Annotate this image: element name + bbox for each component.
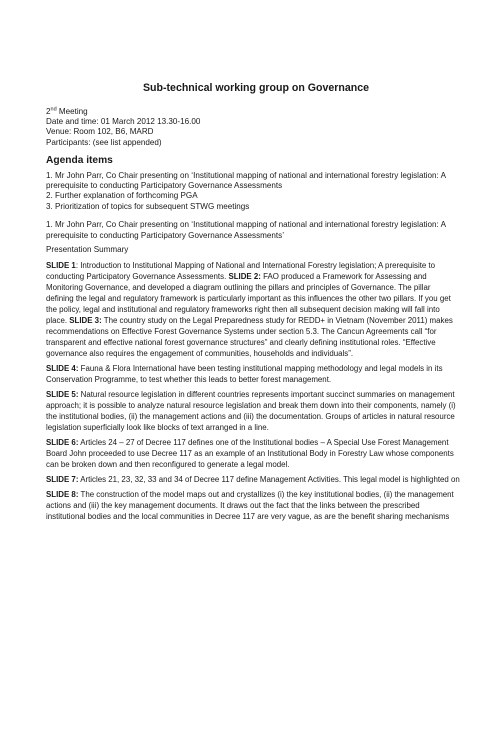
agenda-item: 1. Mr John Parr, Co Chair presenting on ‘Institutional mapping of national and international forestry legislation: A prerequisite to conducting Participatory Governance Assessments	[46, 170, 446, 191]
agenda-item-1-heading: 1. Mr John Parr, Co Chair presenting on ‘Institutional mapping of national and international forestry legislation: A prerequisite to conducting Participatory Governance Assessments’	[46, 220, 446, 240]
agenda-list	[46, 171, 460, 212]
slide-text: Natural resource legislation in different countries represents important succinct summaries on management approach; it is possible to analyze natural resource legislation and break them down into their components, namely (i) the institutional bodies, (ii) the management actions and (iii) the documentation. Groups of articles in natural resource legislation superficially look like blocks of text arranged in a line.	[46, 389, 456, 432]
meeting-date-time: Date and time: 01 March 2012 13.30-16.00	[46, 117, 201, 127]
slide-label: SLIDE 4:	[46, 363, 79, 373]
agenda-heading: Agenda items	[46, 154, 113, 166]
slide-label: SLIDE 5:	[46, 389, 79, 399]
meeting-word: Meeting	[56, 107, 88, 116]
slide-paragraph	[46, 389, 460, 433]
slide-paragraph	[46, 260, 460, 359]
presentation-summary-label: Presentation Summary	[46, 245, 129, 254]
slide-text: Articles 21, 23, 32, 33 and 34 of Decree 117 define Management Activities. This legal model is highlighted on	[78, 474, 460, 484]
agenda-item: 3. Prioritization of topics for subsequent STWG meetings	[46, 201, 250, 211]
agenda-item: 2. Further explanation of forthcoming PGA	[46, 191, 198, 201]
slide-paragraph	[46, 474, 460, 485]
slide-text: The construction of the model maps out and crystallizes (i) the key institutional bodies, (ii) the management actions and (iii) the key management documents. It draws out the fact that the links between the prescribed institutional bodies and the local communities in Decree 117 are very vague, as are the benefit sharing mechanisms	[46, 489, 454, 521]
slide-label: SLIDE 6:	[46, 437, 79, 447]
slide-paragraph	[46, 363, 460, 385]
meeting-participants: Participants: (see list appended)	[46, 137, 162, 147]
slide-text: : Introduction to Institutional Mapping of National and International Forestry legislation; A prerequisite to conducting Participatory Governance Assessments.	[46, 260, 436, 281]
meeting-info	[46, 107, 460, 148]
meeting-venue: Venue: Room 102, B6, MARD	[46, 127, 154, 137]
meeting-number	[46, 107, 460, 117]
meeting-number-suffix: nd	[50, 106, 57, 113]
slide-text: Fauna & Flora International have been testing institutional mapping methodology and legal models in its Conservation Programme, to test whether this leads to better forest management.	[46, 363, 443, 384]
slide-paragraph	[46, 437, 460, 470]
slide-label: SLIDE 7:	[46, 474, 79, 484]
slide-label: SLIDE 3:	[69, 315, 102, 325]
slide-text: Articles 24 – 27 of Decree 117 defines one of the Institutional bodies – A Special Use Forest Management Board John proceeded to use Decree 117 as an example of an Institutional Body in Forestry Law whose components can be broken down and then reconfigured to generate a legal model.	[46, 437, 454, 469]
slide-label: SLIDE 8:	[46, 489, 79, 499]
document-title: Sub-technical working group on Governance	[142, 82, 370, 94]
meeting-number-value: 2	[46, 107, 51, 116]
slide-paragraph	[46, 489, 460, 522]
slide-label: SLIDE 1	[46, 260, 76, 270]
slide-label: SLIDE 2:	[228, 271, 261, 281]
slide-text: FAO produced a Framework for Assessing and Monitoring Governance, and developed a diagram outlining the pillars and principles of Governance. The pillar defining the legal and regulatory framework is particularly important as this influences the other two pillars. If you get the policy, legal and institutional and regulatory frameworks right then all subsequent decision making will fall into place.	[46, 271, 451, 325]
slide-text: The country study on the Legal Preparedness study for REDD+ in Vietnam (November 2011) makes recommendations on Effective Forest Governance Systems under section 5.3. The Cancun Agreements call “for transparent and effective national forest governance structures” and clearly defining institutional roles. “Effective governance also requires the engagement of communities, households and individuals”.	[46, 315, 453, 358]
